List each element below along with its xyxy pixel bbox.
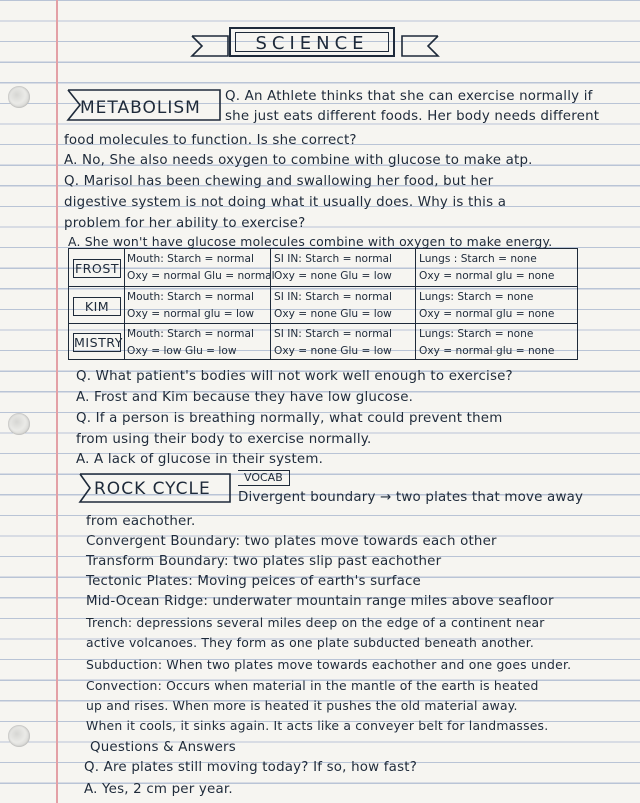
table-cell: Oxy = normal glu = low [127,308,255,320]
patient-table [68,248,578,360]
answer-2: A. She won't have glucose molecules combine with oxygen to make energy. [68,234,553,249]
vocab-convergent: Convergent Boundary: two plates move towards each other [86,534,497,549]
question-2-line-1: Q. Marisol has been chewing and swallowing her food, but her [64,174,494,189]
patient-name: KIM [73,297,121,316]
rock-cycle-heading: ROCK CYCLE [94,479,211,499]
table-cell: Oxy = none Glu = low [274,345,392,357]
title-box [229,27,395,57]
vocab-ridge: Mid-Ocean Ridge: underwater mountain range miles above seafloor [86,594,554,609]
page-title: SCIENCE [255,33,369,54]
patient-name: MISTRY [74,335,123,350]
margin-line [56,0,58,803]
table-cell: Lungs: Starch = none [419,328,534,340]
qa-heading: Questions & Answers [90,740,236,755]
table-cell: Oxy = low Glu = low [127,345,237,357]
question-1-line-1: Q. An Athlete thinks that she can exercise normally if [225,89,593,104]
answer-1: A. No, She also needs oxygen to combine with glucose to make atp. [64,153,533,168]
vocab-tag: VOCAB [238,470,290,486]
question-3: Q. What patient's bodies will not work well enough to exercise? [76,369,513,384]
table-cell: Oxy = none Glu = low [274,270,392,282]
table-cell: Oxy = none Glu = low [274,308,392,320]
table-cell: Mouth: Starch = normal [127,253,254,265]
table-cell: SI IN: Starch = normal [274,291,392,303]
vocab-convection-line-3: When it cools, it sinks again. It acts like a conveyer belt for landmasses. [86,718,549,733]
question-5: Q. Are plates still moving today? If so, how fast? [84,760,418,775]
vocab-tectonic: Tectonic Plates: Moving peices of earth's surface [86,574,421,589]
question-1-line-2: she just eats different foods. Her body needs different [225,109,600,124]
table-cell: Oxy = normal glu = none [419,345,555,357]
vocab-divergent-line-2: from eachother. [86,514,196,529]
binder-hole [8,413,30,435]
table-cell: SI IN: Starch = normal [274,253,392,265]
question-1-line-3: food molecules to function. Is she correct? [64,133,357,148]
table-cell: Oxy = normal glu = none [419,270,555,282]
table-cell: SI IN: Starch = normal [274,328,392,340]
vocab-subduction: Subduction: When two plates move towards eachother and one goes under. [86,657,572,672]
table-cell: Oxy = normal glu = none [419,308,555,320]
question-4-line-1: Q. If a person is breathing normally, what could prevent them [76,411,503,426]
question-4-line-2: from using their body to exercise normally. [76,432,372,447]
table-cell: Mouth: Starch = normal [127,328,254,340]
metabolism-heading: METABOLISM [80,98,201,118]
vocab-convection-line-1: Convection: Occurs when material in the mantle of the earth is heated [86,678,539,693]
answer-4: A. A lack of glucose in their system. [76,452,324,467]
vocab-transform: Transform Boundary: two plates slip past eachother [86,554,442,569]
vocab-trench-line-2: active volcanoes. They form as one plate subducted beneath another. [86,635,535,650]
answer-5: A. Yes, 2 cm per year. [84,782,233,797]
binder-hole [8,86,30,108]
answer-3: A. Frost and Kim because they have low glucose. [76,390,414,405]
question-2-line-3: problem for her ability to exercise? [64,216,306,231]
vocab-divergent-line-1: Divergent boundary → two plates that move away [238,490,584,505]
binder-hole [8,725,30,747]
table-cell: Lungs: Starch = none [419,291,534,303]
table-cell: Oxy = normal Glu = normal [127,270,275,282]
patient-name: FROST [74,261,120,276]
table-cell: Mouth: Starch = normal [127,291,254,303]
vocab-convection-line-2: up and rises. When more is heated it pushes the old material away. [86,698,518,713]
question-2-line-2: digestive system is not doing what it usually does. Why is this a [64,195,507,210]
table-cell: Lungs : Starch = none [419,253,537,265]
vocab-trench-line-1: Trench: depressions several miles deep on the edge of a continent near [86,615,545,630]
